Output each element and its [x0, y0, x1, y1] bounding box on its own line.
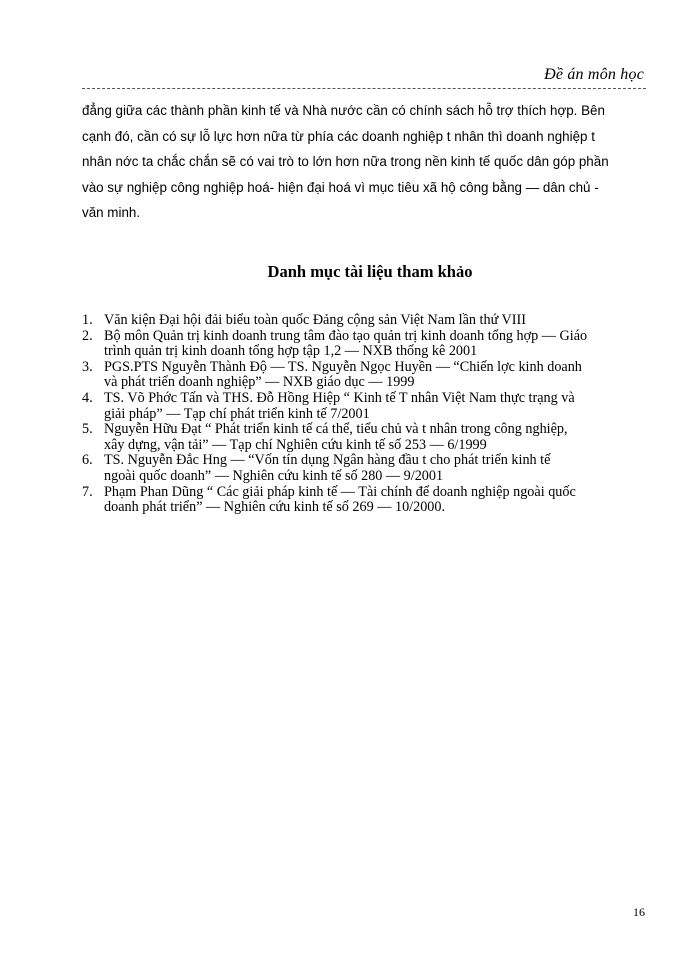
- reference-number: 4.: [82, 389, 93, 406]
- references-title: Danh mục tài liệu tham khảo: [267, 262, 473, 281]
- reference-line: doanh phát triển” — Nghiên cứu kinh tế số 269 — 10/2000.: [104, 499, 446, 516]
- reference-text: [104, 329, 652, 360]
- reference-text: [104, 453, 652, 484]
- reference-item: [82, 329, 652, 360]
- reference-number: 1.: [82, 312, 93, 328]
- page-number: 16: [633, 905, 645, 919]
- reference-number: 3.: [82, 358, 93, 375]
- reference-number: 2.: [82, 327, 93, 344]
- intro-line: văn minh.: [82, 205, 141, 220]
- reference-item: [82, 391, 652, 422]
- reference-line: Bộ môn Quản trị kinh doanh trung tâm đào tạo quản trị kinh doanh tổng hợp — Giáo: [104, 327, 588, 344]
- document-header-title: Đề án môn học: [544, 66, 644, 83]
- reference-text: [104, 422, 652, 453]
- reference-item: [82, 313, 652, 329]
- reference-line: Nguyễn Hữu Đạt “ Phát triển kinh tế cá thể, tiểu chủ và t nhân trong công nghiệp,: [104, 421, 568, 438]
- reference-line: giải pháp” — Tạp chí phát triển kinh tế 7/2001: [104, 405, 370, 422]
- reference-number: 7.: [82, 483, 93, 500]
- reference-text: [104, 313, 652, 329]
- reference-line: xây dựng, vận tải” — Tạp chí Nghiên cứu kinh tế số 253 — 6/1999: [104, 436, 487, 453]
- reference-item: [82, 485, 652, 516]
- intro-line: cạnh đó, cần có sự lỗ lực hơn nữa từ phía các doanh nghiệp t nhân thì doanh nghiệp t: [82, 128, 595, 144]
- header-divider: [82, 88, 646, 89]
- intro-paragraph: [82, 98, 650, 226]
- references-list: [82, 313, 652, 516]
- reference-item: [82, 422, 652, 453]
- reference-item: [82, 453, 652, 484]
- reference-line: Phạm Phan Dũng “ Các giải pháp kinh tế — Tài chính để doanh nghiệp ngoài quốc: [104, 483, 576, 500]
- reference-number: 5.: [82, 421, 93, 438]
- reference-line: ngoài quốc doanh” — Nghiên cứu kinh tế số 280 — 9/2001: [104, 467, 444, 484]
- reference-text: [104, 485, 652, 516]
- intro-line: đẳng giữa các thành phần kinh tế và Nhà nước cần có chính sách hỗ trợ thích hợp. Bên: [82, 103, 605, 118]
- reference-line: Văn kiện Đại hội đải biểu toàn quốc Đảng cộng sản Việt Nam lần thứ VIII: [104, 312, 526, 328]
- reference-line: và phát triển doanh nghiệp” — NXB giáo dục — 1999: [104, 374, 415, 391]
- reference-item: [82, 360, 652, 391]
- reference-line: trình quản trị kinh doanh tổng hợp tập 1,2 — NXB thống kê 2001: [104, 343, 478, 360]
- reference-text: [104, 360, 652, 391]
- intro-line: vào sự nghiệp công nghiệp hoá- hiện đại hoá vì mục tiêu xã hộ công bằng — dân chủ -: [82, 179, 599, 195]
- reference-line: TS. Nguyễn Đắc Hng — “Vốn tín dụng Ngân hàng đầu t cho phát triển kinh tế: [104, 452, 551, 469]
- intro-line: nhân nớc ta chắc chắn sẽ có vai trò to lớn hơn nữa trong nền kinh tế quốc dân góp phần: [82, 154, 609, 169]
- reference-text: [104, 391, 652, 422]
- reference-line: TS. Võ Phớc Tấn và THS. Đỗ Hồng Hiệp “ Kinh tế T nhân Việt Nam thực trạng và: [104, 389, 575, 406]
- reference-number: 6.: [82, 452, 93, 469]
- reference-line: PGS.PTS Nguyễn Thành Độ — TS. Nguyễn Ngọc Huyền — “Chiến lợc kinh doanh: [104, 358, 582, 375]
